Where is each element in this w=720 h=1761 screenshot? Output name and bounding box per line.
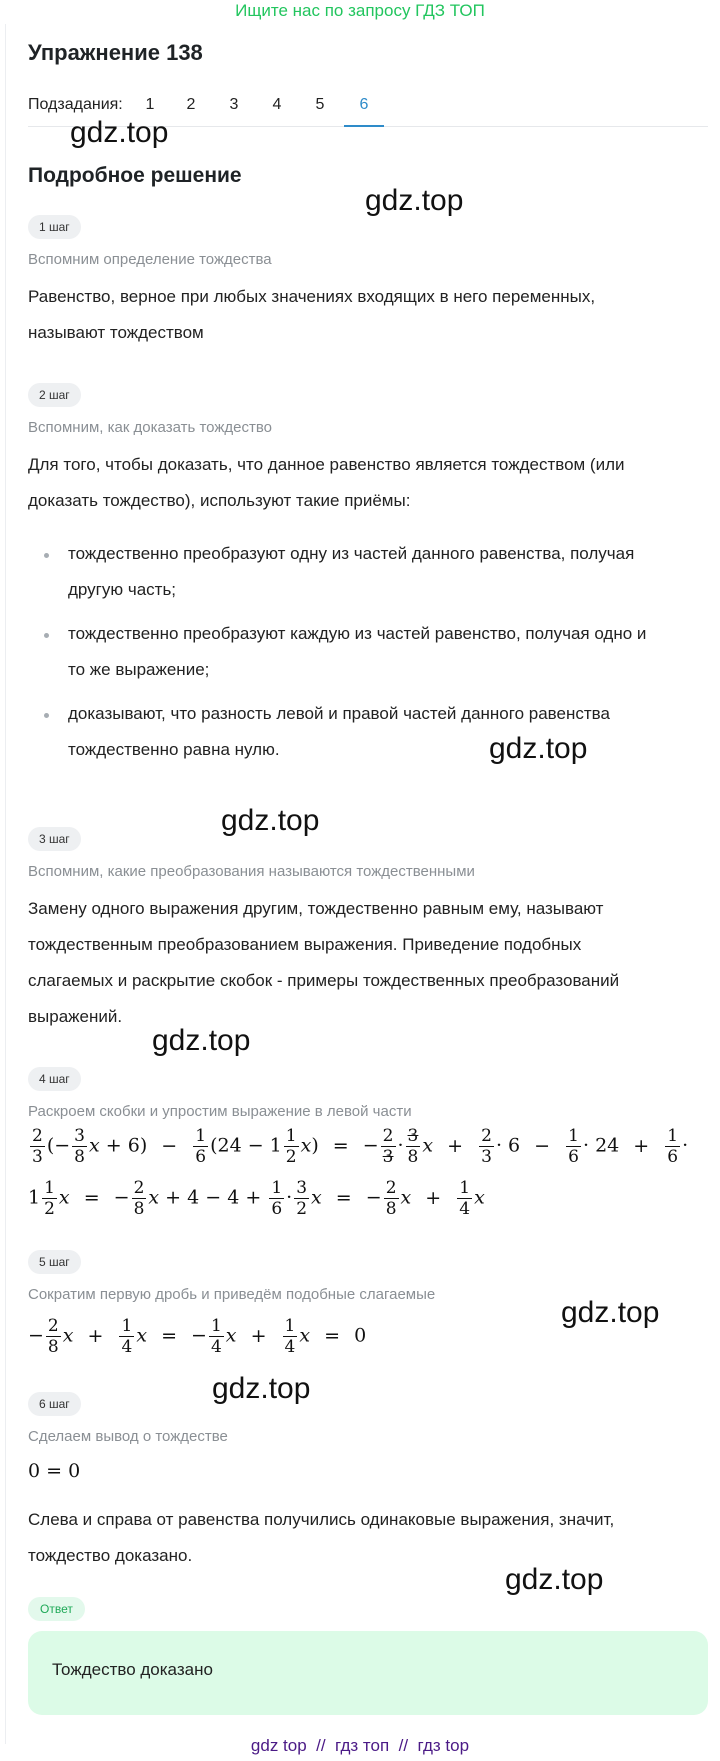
math-expression-line-2: 1 $\frac{1}{2}$ x = − $\frac{2}{8}$ x + 4 − 4 + $\frac{1}{6}$ · $\frac{3}{2}$ x = − $\frac{2}{8}$ x + $\frac{1}{4}$ x bbox=[28, 1178, 485, 1219]
solution-heading: Подробное решение bbox=[28, 164, 242, 187]
footer-link-2[interactable]: гдз топ bbox=[335, 1736, 390, 1755]
watermark: gdz.top bbox=[221, 804, 320, 837]
step-text-1 bbox=[28, 279, 698, 351]
math-fraction: $\frac{2}{3}$ bbox=[382, 1126, 394, 1167]
watermark: gdz.top bbox=[489, 732, 588, 765]
math-fraction: $\frac{2}{3}$ bbox=[481, 1126, 492, 1167]
math-fraction: $\frac{3}{2}$ bbox=[296, 1178, 308, 1219]
search-banner[interactable]: Ищите нас по запросу ГДЗ ТОП bbox=[235, 1, 485, 20]
text-line: Равенство, верное при любых значениях входящих в него переменных, bbox=[28, 287, 596, 306]
step-badge-5: 5 шаг bbox=[28, 1250, 81, 1274]
footer-links bbox=[0, 1736, 720, 1756]
math-fraction: $\frac{1}{6}$ bbox=[195, 1126, 207, 1167]
footer-separator: // bbox=[316, 1736, 326, 1755]
watermark: gdz.top bbox=[505, 1563, 604, 1596]
list-item bbox=[68, 696, 708, 768]
tab-subtask-2[interactable]: 2 bbox=[186, 96, 196, 113]
math-fraction: $\frac{3}{8}$ bbox=[407, 1126, 419, 1167]
tab-subtask-4[interactable]: 4 bbox=[272, 96, 282, 113]
step-badge-4: 4 шаг bbox=[28, 1067, 81, 1091]
text-line: другую часть; bbox=[68, 580, 177, 599]
text-line: доказать тождество), используют такие приёмы: bbox=[28, 491, 411, 510]
footer-link-3[interactable]: гдз top bbox=[417, 1736, 470, 1755]
answer-box bbox=[28, 1631, 708, 1715]
page-title: Упражнение 138 bbox=[28, 40, 203, 65]
footer-link-1[interactable]: gdz top bbox=[250, 1736, 307, 1755]
math-expression-line-1: $\frac{2}{3}$ (− $\frac{3}{8}$ x + 6) − $\frac{1}{6}$ (24 − 1 $\frac{1}{2}$ x) = − $\frac{2}{3}$ · $\frac{3}{8}$ x + $\frac{2}{3}$ · 6 − $\frac{1}{6}$ · 24 + $\frac{1}{6}$ · bbox=[32, 1126, 689, 1167]
step-text-3 bbox=[28, 891, 698, 1035]
math-expression-step-5: − $\frac{2}{8}$ x + $\frac{1}{4}$ x = − $\frac{1}{4}$ x + $\frac{1}{4}$ x = 0 bbox=[28, 1316, 367, 1357]
math-fraction: $\frac{1}{2}$ bbox=[285, 1126, 297, 1167]
text-line: выражений. bbox=[28, 1007, 123, 1026]
text-line: Замену одного выражения другим, тождественно равным ему, называют bbox=[28, 899, 604, 918]
step-badge-1: 1 шаг bbox=[28, 215, 81, 239]
bullet-icon bbox=[44, 713, 49, 718]
watermark: gdz.top bbox=[70, 116, 169, 149]
list-item bbox=[68, 536, 708, 608]
math-fraction: $\frac{1}{6}$ bbox=[271, 1178, 283, 1219]
step-text-2 bbox=[28, 447, 698, 519]
math-fraction: $\frac{3}{8}$ bbox=[74, 1126, 85, 1167]
text-line: доказывают, что разность левой и правой частей данного равенства bbox=[68, 704, 610, 723]
text-line: Для того, чтобы доказать, что данное равенство является тождеством (или bbox=[28, 455, 625, 474]
step-hint-2: Вспомним, как доказать тождество bbox=[28, 419, 272, 436]
math-fraction: $\frac{1}{6}$ bbox=[568, 1126, 579, 1167]
text-line: тождественно преобразуют каждую из частей равенство, получая одно и bbox=[68, 624, 647, 643]
math-fraction: $\frac{2}{8}$ bbox=[385, 1178, 397, 1219]
math-fraction: $\frac{1}{4}$ bbox=[459, 1178, 471, 1219]
text-line: слагаемых и раскрытие скобок - примеры тождественных преобразований bbox=[28, 971, 620, 990]
bullet-icon bbox=[44, 633, 49, 638]
math-fraction: $\frac{2}{3}$ bbox=[32, 1126, 43, 1167]
math-fraction: $\frac{2}{8}$ bbox=[133, 1178, 145, 1219]
math-fraction: $\frac{1}{4}$ bbox=[284, 1316, 296, 1357]
math-result: 0 = 0 bbox=[28, 1460, 81, 1482]
math-fraction: $\frac{1}{6}$ bbox=[667, 1126, 679, 1167]
math-fraction: $\frac{1}{4}$ bbox=[210, 1316, 222, 1357]
watermark: gdz.top bbox=[212, 1372, 311, 1405]
answer-badge: Ответ bbox=[28, 1597, 85, 1621]
watermark: gdz.top bbox=[561, 1296, 660, 1329]
tab-subtask-1[interactable]: 1 bbox=[145, 96, 155, 113]
math-fraction: $\frac{1}{2}$ bbox=[44, 1178, 55, 1219]
math-fraction: $\frac{1}{4}$ bbox=[121, 1316, 133, 1357]
step-badge-6: 6 шаг bbox=[28, 1392, 81, 1416]
list-item bbox=[68, 616, 708, 688]
text-line: тождественным преобразованием выражения. Приведение подобных bbox=[28, 935, 582, 954]
step-hint-3: Вспомним, какие преобразования называются тождественными bbox=[28, 863, 475, 880]
subtasks-label: Подзадания: bbox=[28, 96, 123, 113]
step-badge-2: 2 шаг bbox=[28, 383, 81, 407]
answer-text: Тождество доказано bbox=[52, 1660, 213, 1679]
text-line: то же выражение; bbox=[68, 660, 210, 679]
step-hint-5: Сократим первую дробь и приведём подобные слагаемые bbox=[28, 1286, 436, 1303]
tab-subtask-3[interactable]: 3 bbox=[229, 96, 239, 113]
tab-subtask-5[interactable]: 5 bbox=[315, 96, 325, 113]
watermark: gdz.top bbox=[365, 184, 464, 217]
footer-separator: // bbox=[398, 1736, 409, 1755]
step-hint-1: Вспомним определение тождества bbox=[28, 251, 272, 268]
text-line: тождество доказано. bbox=[28, 1546, 193, 1565]
watermark: gdz.top bbox=[152, 1024, 251, 1057]
step-badge-3: 3 шаг bbox=[28, 827, 81, 851]
math-fraction: $\frac{2}{8}$ bbox=[47, 1316, 59, 1357]
tab-subtask-6[interactable]: 6 bbox=[344, 96, 384, 127]
bullet-icon bbox=[44, 553, 49, 558]
step-hint-4: Раскроем скобки и упростим выражение в левой части bbox=[28, 1103, 412, 1120]
text-line: называют тождеством bbox=[28, 323, 204, 342]
text-line: Слева и справа от равенства получились одинаковые выражения, значит, bbox=[28, 1510, 615, 1529]
text-line: тождественно преобразуют одну из частей данного равенства, получая bbox=[68, 544, 635, 563]
text-line: тождественно равна нулю. bbox=[68, 740, 280, 759]
step-hint-6: Сделаем вывод о тождестве bbox=[28, 1428, 228, 1445]
